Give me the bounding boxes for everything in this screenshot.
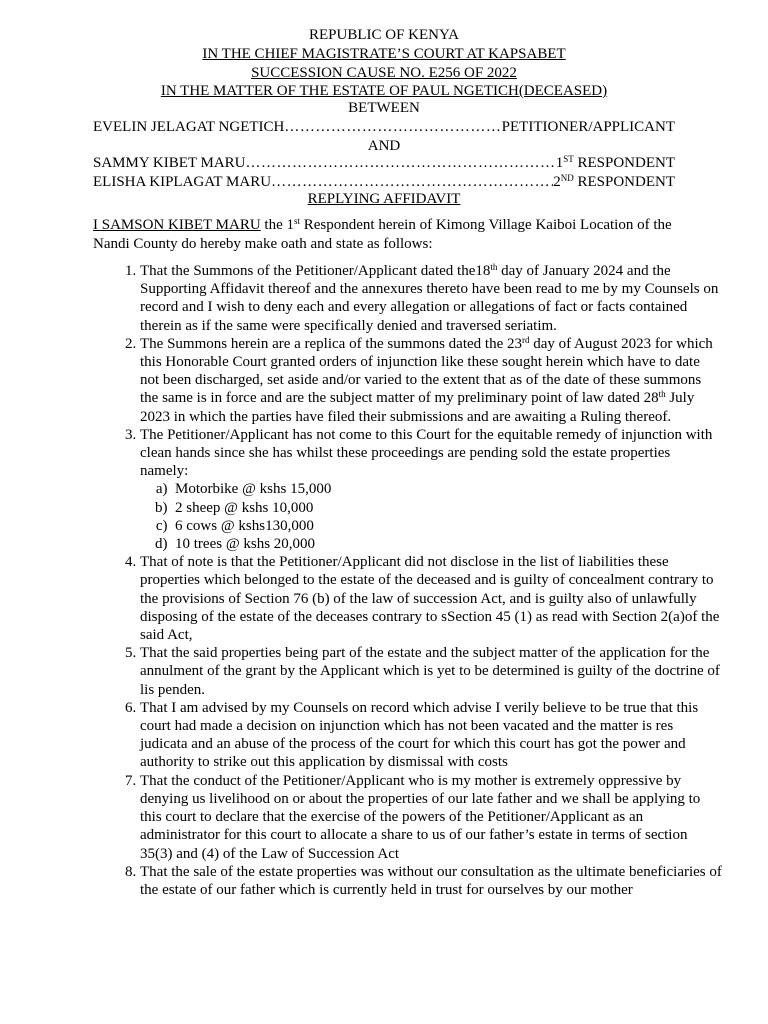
leader-dots [246,154,556,173]
property-item: a. Motorbike @ kshs 15,000 [175,480,722,498]
paragraph-3: 3. The Petitioner/Applicant has not come to this Court for the equitable remedy of injunction with clean hands since she has whilst these proceedings are pending sold the estate properties namely: a. Motorbike @ kshs 15,000 b. 2 sheep @ kshs 10,000 c. 6 cows @ kshs130,000 d. 10 trees @ kshs 20,000 [140,426,722,553]
respondent-2-name: ELISHA KIPLAGAT MARU [93,174,272,190]
heading-republic: REPUBLIC OF KENYA [308,27,459,43]
paragraph-5: 5. That the said properties being part of the estate and the subject matter of the application for the annulment of the grant by the Applicant which is yet to be determined is guilty of the doctrine of lis penden. [140,644,722,699]
party-petitioner [93,118,675,137]
respondent-1-role: 1ST RESPONDENT [555,154,675,171]
paragraph-2: 2. The Summons herein are a replica of the summons dated the 23rd day of August 2023 for which this Honorable Court granted orders of injunction like these sought herein which have to date not been discharged, set aside and/or varied to the extent that as of the date of these summons the same is in force and are the subject matter of my preliminary point of law dated 28th July 2023 in which the parties have filed their submissions and are awaiting a Ruling thereof. [140,335,722,426]
document-title: REPLYING AFFIDAVIT [307,191,461,207]
petitioner-name: EVELIN JELAGAT NGETICH [93,119,285,135]
paragraph-8: 8. That the sale of the estate properties was without our consultation as the ultimate beneficiaries of the estate of our father which is currently held in trust for ourselves by our mother [140,863,722,899]
affidavit-paragraphs [93,262,722,899]
heading-cause: SUCCESSION CAUSE NO. E256 OF 2022 [251,65,517,81]
heading-between: BETWEEN [348,100,420,116]
heading-court: IN THE CHIEF MAGISTRATE’S COURT AT KAPSABET [202,46,566,62]
paragraph-6: 6. That I am advised by my Counsels on record which advise I verily believe to be true that this court had made a decision on injunction which has not been vacated and the matter is res judicata and an abuse of the process of the court for which this court has got the power and authority to strike out this application by dismissal with costs [140,699,722,772]
paragraph-4: 4. That of note is that the Petitioner/Applicant did not disclose in the list of liabilities these properties which belonged to the estate of the deceased and is guilty of concealment contrary to the provisions of Section 76 (b) of the law of succession Act, and is guilty also of unlawfully disposing of the estate of the deceases contrary to sSection 45 (1) as read with Section 2(a)of the said Act, [140,553,722,644]
property-list [140,480,722,553]
heading-matter: IN THE MATTER OF THE ESTATE OF PAUL NGETICH(DECEASED) [160,83,608,99]
property-item: d. 10 trees @ kshs 20,000 [175,535,722,553]
paragraph-7: 7. That the conduct of the Petitioner/Applicant who is my mother is extremely oppressive by denying us livelihood on or about the properties of our late father and we shall be applying to this court to declare that the exercise of the powers of the Petitioner/Applicant as an administrator for this court to allocate a share to us of our father’s estate in terms of section 35(3) and (4) of the Law of Succession Act [140,772,722,863]
party-respondent-1 [93,154,675,173]
deponent-name: I SAMSON KIBET MARU [93,217,261,233]
intro-paragraph: I SAMSON KIBET MARU the 1st Respondent herein of Kimong Village Kaiboi Location of the Nandi County do hereby make oath and state as follows: [93,216,672,252]
property-item: c. 6 cows @ kshs130,000 [175,517,722,535]
paragraph-1: 1. That the Summons of the Petitioner/Applicant dated the18th day of January 2024 and the Supporting Affidavit thereof and the annexures thereto have been read to me by my Counsels on record and I wish to deny each and every allegation or allegations of fact or facts contained therein as if the same were specifically denied and traversed seriatim. [140,262,722,335]
heading-and: AND [367,138,401,154]
respondent-1-name: SAMMY KIBET MARU [93,155,246,171]
property-item: b. 2 sheep @ kshs 10,000 [175,499,722,517]
respondent-2-role: 2ND RESPONDENT [553,173,675,190]
leader-dots [284,118,501,137]
petitioner-role: PETITIONER/APPLICANT [501,119,675,135]
